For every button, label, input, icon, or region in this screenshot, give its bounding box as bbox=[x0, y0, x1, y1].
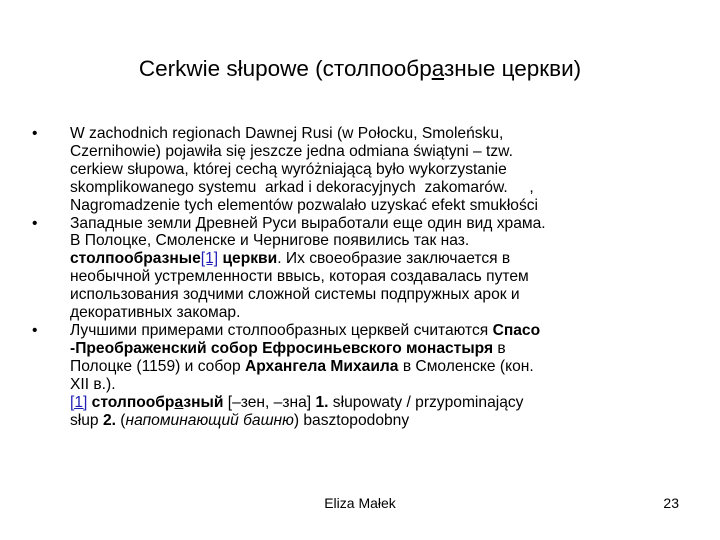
bold-term: -Преображенский собор Ефросиньевского монастыря bbox=[70, 339, 494, 357]
bold-term: зный bbox=[183, 393, 224, 411]
bullet-line: В Полоцке, Смоленске и Чернигове появились так наз. bbox=[70, 232, 470, 250]
bullet-line: Полоцке (1159) и собор bbox=[70, 357, 245, 375]
bullet-line: ( bbox=[115, 411, 126, 429]
bullet-line: необычной устремленности ввысь, которая создавалась путем bbox=[70, 268, 529, 286]
bold-term: 1. bbox=[315, 393, 329, 411]
bullet-line: słup bbox=[70, 411, 103, 429]
bullet-line: Западные земли Древней Руси выработали еще один вид храма. bbox=[70, 214, 546, 232]
title-text-end: зные церкви) bbox=[443, 56, 582, 81]
bold-term: церкви bbox=[218, 250, 278, 268]
italic-term: напоминающий башню bbox=[125, 411, 294, 429]
footnote-link[interactable]: [1] bbox=[70, 393, 88, 411]
bullet-russian-2 bbox=[32, 322, 692, 429]
bullet-line: XII в.). bbox=[70, 375, 116, 393]
bullet-line: . Их своеобразие заключается в bbox=[277, 250, 511, 268]
bold-term: Спасо bbox=[492, 321, 541, 339]
bold-term: столпообразные bbox=[70, 250, 201, 268]
bullet-polish bbox=[32, 125, 692, 215]
bullet-line: słupowaty / przypominający bbox=[328, 393, 524, 411]
bullet-list bbox=[32, 125, 692, 429]
bold-term: 2. bbox=[102, 411, 116, 429]
bullet-line: использования зодчими сложной системы подпружных арок и bbox=[70, 286, 520, 304]
bullet-line: Czernihowie) pojawiła się jeszcze jedna odmiana świątyni – tzw. bbox=[70, 142, 513, 160]
bullet-line: в bbox=[493, 339, 506, 357]
title-text: Cerkwie słupowe (столпообр bbox=[138, 56, 432, 81]
bullet-line: декоративных закомар. bbox=[70, 304, 241, 322]
stress-mark: а bbox=[174, 393, 184, 411]
footer-author: Eliza Małek bbox=[324, 495, 396, 511]
slide-title bbox=[0, 56, 720, 82]
bullet-line: ) basztopodobny bbox=[293, 411, 410, 429]
bullet-line: skomplikowanego systemu arkad i dekoracyjnych zakomarów. , bbox=[70, 178, 534, 196]
bold-term: столпообр bbox=[87, 393, 175, 411]
bullet-line: Лучшими примерами столпообразных церквей считаются bbox=[70, 321, 493, 339]
bold-term: Архангела Михаила bbox=[244, 357, 399, 375]
bullet-line: cerkiew słupowa, której cechą wyróżniającą było wykorzystanie bbox=[70, 160, 507, 178]
bullet-line: [–зен, –зна] bbox=[223, 393, 316, 411]
bullet-line: в Смоленске (кон. bbox=[398, 357, 534, 375]
bullet-russian-1 bbox=[32, 215, 692, 322]
title-stress-mark: а bbox=[431, 56, 444, 81]
page-number: 23 bbox=[663, 495, 679, 511]
bullet-line: W zachodnich regionach Dawnej Rusi (w Połocku, Smoleńsku, bbox=[70, 125, 504, 142]
bullet-line: Nagromadzenie tych elementów pozwalało uzyskać efekt smukłości bbox=[70, 196, 539, 214]
footnote-link[interactable]: [1] bbox=[200, 250, 219, 268]
